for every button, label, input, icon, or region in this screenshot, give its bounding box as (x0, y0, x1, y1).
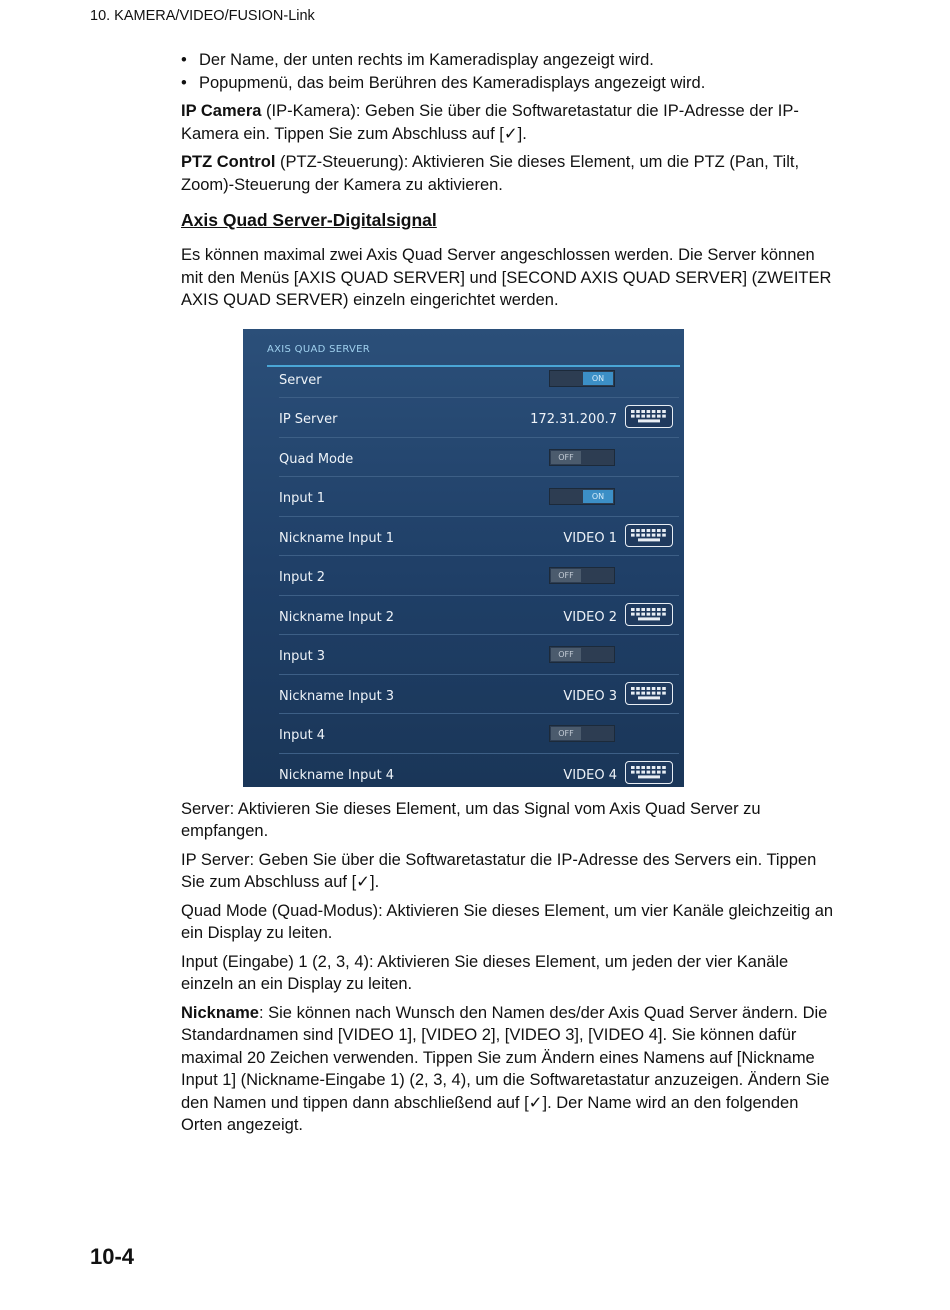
keyboard-icon[interactable] (625, 603, 673, 626)
toggle-state-label: OFF (551, 451, 581, 464)
bullet-item: • Popupmenü, das beim Berühren des Kameradisplays angezeigt wird. (181, 72, 841, 95)
keyboard-icon[interactable] (625, 761, 673, 784)
nickname-description (181, 1002, 841, 1137)
setting-label: Input 3 (279, 649, 326, 664)
server-description: Server: Aktivieren Sie dieses Element, um das Signal vom Axis Quad Server zu empfangen. (181, 799, 761, 840)
setting-label: Nickname Input 4 (279, 767, 395, 783)
setting-row[interactable] (279, 714, 679, 754)
axis-quad-server-panel (243, 329, 684, 787)
setting-value: 172.31.200.7 (530, 412, 617, 427)
nickname-text: : Sie können nach Wunsch den Namen des/der Axis Quad Server ändern. Die Standardnamen sind [VIDEO 1], [VIDEO 2], [VIDEO 3], [VIDEO 4]. Sie können dafür maximal 20 Zeichen verwenden. Tippen Sie zum Ändern eines Namens auf [Nickname Input 1] (Nickname-Eingabe 1) (2, 3, 4), um die Softwaretastatur anzuzeigen. Ändern Sie den Namen und tippen dann abschließend auf [✓]. Der Name wird an den folgenden Orten angezeigt. (181, 1003, 830, 1134)
toggle-switch[interactable] (549, 449, 615, 466)
page-content (181, 49, 841, 1143)
bullet-list (181, 49, 841, 94)
setting-row[interactable] (279, 477, 679, 517)
ptz-control-term: PTZ Control (181, 153, 276, 171)
ip-camera-text: (IP-Kamera): Geben Sie über die Softwaretastatur die IP-Adresse der IP-Kamera ein. Tippen Sie zum Abschluss auf [✓]. (181, 102, 799, 143)
ptz-control-text: (PTZ-Steuerung): Aktivieren Sie dieses Element, um die PTZ (Pan, Tilt, Zoom)-Steuerung der Kamera zu aktivieren. (181, 153, 800, 194)
settings-list (279, 359, 679, 787)
setting-value: VIDEO 1 (563, 530, 617, 546)
setting-value: VIDEO 4 (563, 767, 617, 783)
setting-value: VIDEO 2 (563, 609, 617, 625)
setting-row[interactable] (279, 398, 679, 438)
keyboard-icon[interactable] (625, 405, 673, 428)
page-number: 10-4 (90, 1244, 135, 1269)
setting-label: Server (279, 372, 322, 388)
setting-row[interactable] (279, 556, 679, 596)
setting-label: Quad Mode (279, 451, 354, 467)
toggle-state-label: ON (583, 490, 613, 503)
setting-label: Input 1 (279, 491, 326, 506)
toggle-switch[interactable] (549, 488, 615, 505)
toggle-switch[interactable] (549, 370, 615, 387)
running-header: 10. KAMERA/VIDEO/FUSION-Link (90, 8, 315, 24)
setting-row[interactable] (279, 754, 679, 787)
section-heading: Axis Quad Server-Digitalsignal (181, 210, 437, 230)
setting-label: Nickname Input 3 (279, 688, 395, 704)
setting-row[interactable] (279, 675, 679, 715)
setting-label: IP Server (279, 412, 338, 427)
setting-row[interactable] (279, 596, 679, 636)
ip-server-description: IP Server: Geben Sie über die Softwaretastatur die IP-Adresse des Servers ein. Tippen Sie zum Abschluss auf [✓]. (181, 850, 817, 891)
intro-paragraph: Es können maximal zwei Axis Quad Server angeschlossen werden. Die Server können mit den Menüs [AXIS QUAD SERVER] und [SECOND AXIS QUAD SERVER] (ZWEITER AXIS QUAD SERVER) einzeln eingerichtet werden. (181, 246, 832, 309)
toggle-state-label: ON (583, 372, 613, 385)
toggle-state-label: OFF (551, 569, 581, 582)
setting-row[interactable] (279, 635, 679, 675)
setting-label: Nickname Input 2 (279, 609, 395, 625)
setting-label: Input 4 (279, 728, 326, 743)
panel-title: AXIS QUAD SERVER (267, 339, 680, 368)
setting-row[interactable] (279, 438, 679, 478)
keyboard-icon[interactable] (625, 524, 673, 547)
setting-label: Input 2 (279, 570, 326, 585)
setting-row[interactable] (279, 517, 679, 557)
ip-camera-paragraph (181, 100, 841, 145)
ptz-control-paragraph (181, 151, 841, 196)
nickname-term: Nickname (181, 1003, 259, 1022)
toggle-state-label: OFF (551, 727, 581, 740)
quad-mode-description: Quad Mode (Quad-Modus): Aktivieren Sie dieses Element, um vier Kanäle gleichzeitig an ein Display zu leiten. (181, 901, 834, 942)
toggle-state-label: OFF (551, 648, 581, 661)
setting-row[interactable] (279, 359, 679, 399)
toggle-switch[interactable] (549, 646, 615, 663)
toggle-switch[interactable] (549, 567, 615, 584)
keyboard-icon[interactable] (625, 682, 673, 705)
ip-camera-term: IP Camera (181, 102, 262, 120)
toggle-switch[interactable] (549, 725, 615, 742)
bullet-item: • Der Name, der unten rechts im Kameradisplay angezeigt wird. (181, 49, 841, 72)
figure (181, 329, 841, 787)
setting-label: Nickname Input 1 (279, 530, 395, 546)
setting-value: VIDEO 3 (563, 688, 617, 704)
input-description: Input (Eingabe) 1 (2, 3, 4): Aktivieren Sie dieses Element, um jeden der vier Kanäle einzeln an ein Display zu leiten. (181, 952, 789, 993)
